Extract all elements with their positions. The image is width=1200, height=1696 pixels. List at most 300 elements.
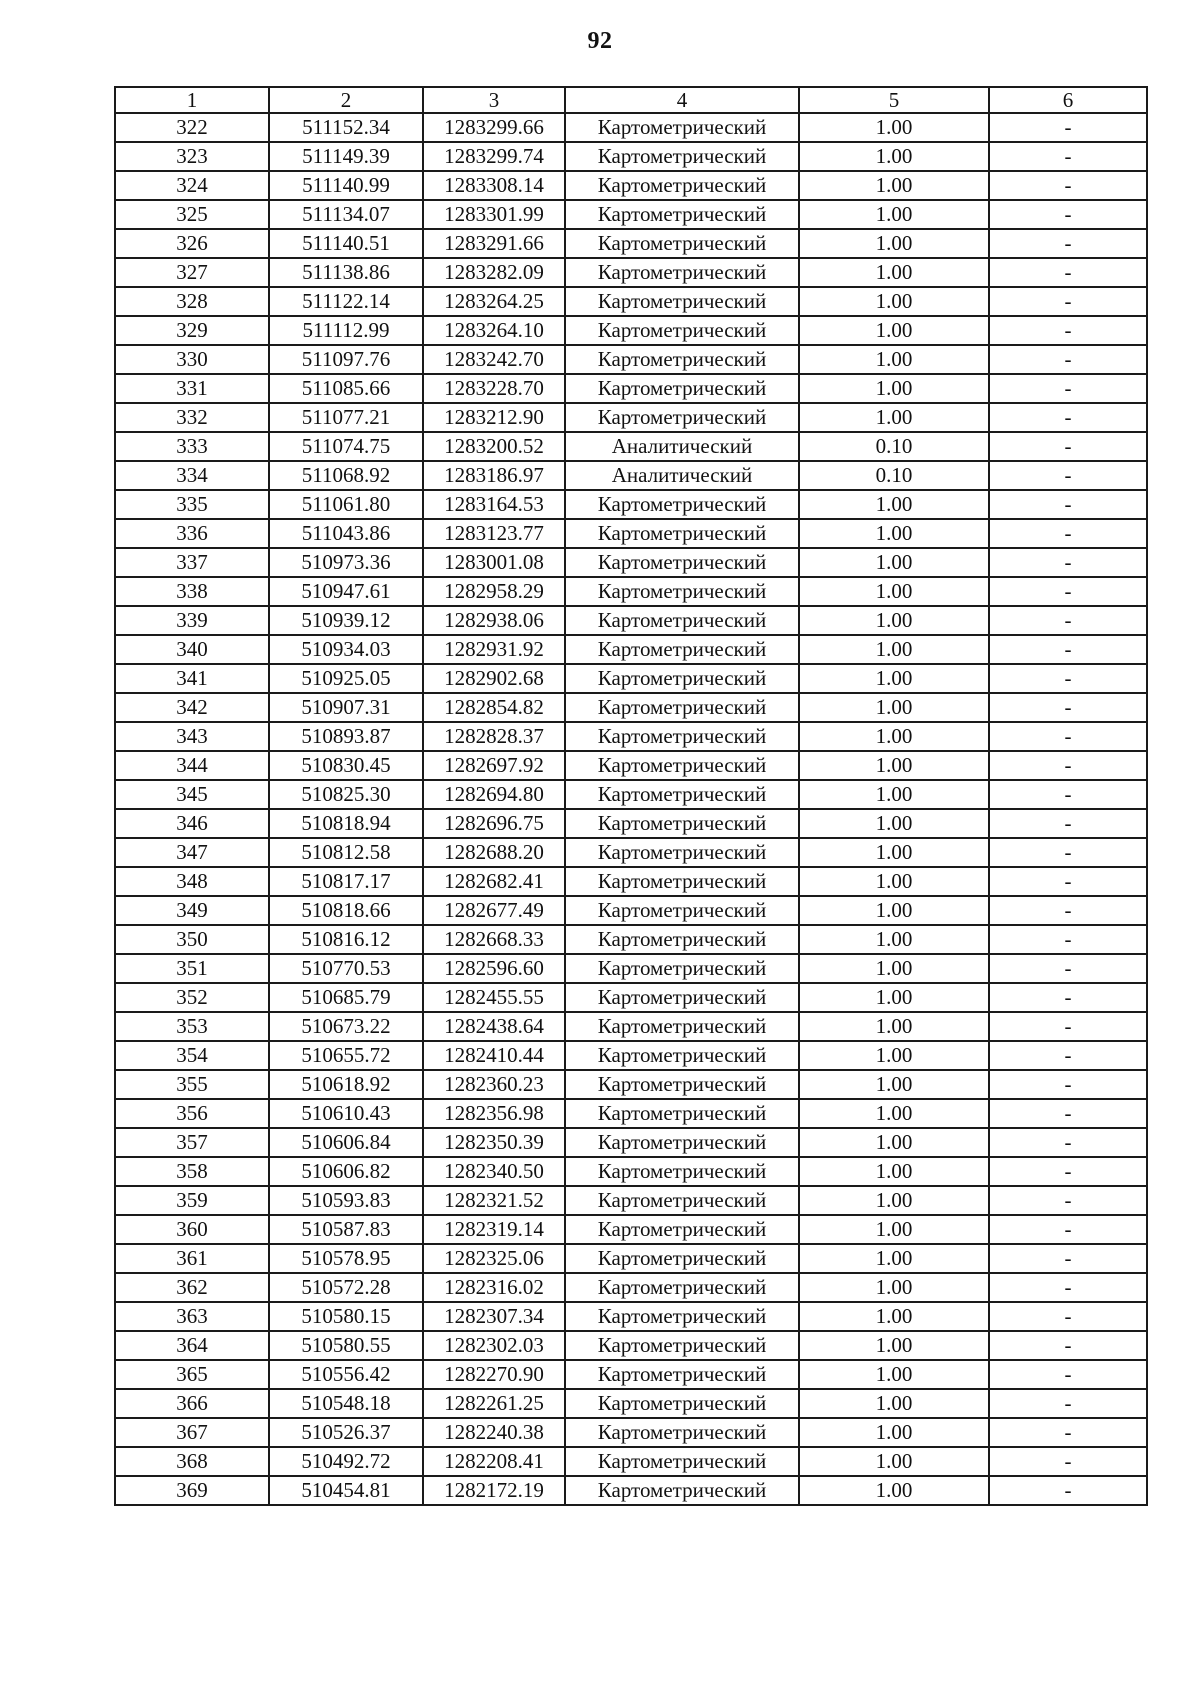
- cell-method: Картометрический: [565, 316, 799, 345]
- cell-y-coordinate: 1282688.20: [423, 838, 565, 867]
- cell-y-coordinate: 1283264.25: [423, 287, 565, 316]
- cell-x-coordinate: 510925.05: [269, 664, 423, 693]
- cell-method: Картометрический: [565, 1070, 799, 1099]
- cell-accuracy: 1.00: [799, 606, 989, 635]
- cell-method: Картометрический: [565, 171, 799, 200]
- cell-method: Картометрический: [565, 983, 799, 1012]
- table-row: [115, 287, 1147, 316]
- cell-description: -: [989, 403, 1147, 432]
- cell-method: Картометрический: [565, 867, 799, 896]
- cell-y-coordinate: 1282455.55: [423, 983, 565, 1012]
- cell-y-coordinate: 1282261.25: [423, 1389, 565, 1418]
- page-number: 92: [587, 28, 613, 54]
- table-row: [115, 171, 1147, 200]
- cell-point-number: 323: [115, 142, 269, 171]
- cell-method: Картометрический: [565, 751, 799, 780]
- cell-method: Картометрический: [565, 490, 799, 519]
- table-row: [115, 809, 1147, 838]
- cell-x-coordinate: 510673.22: [269, 1012, 423, 1041]
- cell-accuracy: 1.00: [799, 577, 989, 606]
- cell-description: -: [989, 1331, 1147, 1360]
- cell-y-coordinate: 1282697.92: [423, 751, 565, 780]
- cell-x-coordinate: 511061.80: [269, 490, 423, 519]
- table-row: [115, 635, 1147, 664]
- cell-y-coordinate: 1283001.08: [423, 548, 565, 577]
- cell-point-number: 348: [115, 867, 269, 896]
- cell-y-coordinate: 1282172.19: [423, 1476, 565, 1505]
- cell-description: -: [989, 1186, 1147, 1215]
- cell-accuracy: 1.00: [799, 809, 989, 838]
- table-row: [115, 374, 1147, 403]
- cell-description: -: [989, 577, 1147, 606]
- cell-y-coordinate: 1282668.33: [423, 925, 565, 954]
- cell-x-coordinate: 511152.34: [269, 113, 423, 142]
- cell-accuracy: 1.00: [799, 1389, 989, 1418]
- table-row: [115, 780, 1147, 809]
- cell-description: -: [989, 693, 1147, 722]
- cell-x-coordinate: 511149.39: [269, 142, 423, 171]
- cell-x-coordinate: 510818.66: [269, 896, 423, 925]
- cell-method: Картометрический: [565, 577, 799, 606]
- cell-method: Картометрический: [565, 229, 799, 258]
- cell-y-coordinate: 1283299.74: [423, 142, 565, 171]
- cell-point-number: 343: [115, 722, 269, 751]
- table-row: [115, 838, 1147, 867]
- cell-point-number: 352: [115, 983, 269, 1012]
- table-row: [115, 1099, 1147, 1128]
- cell-point-number: 337: [115, 548, 269, 577]
- table-header-row: [115, 87, 1147, 113]
- cell-description: -: [989, 142, 1147, 171]
- cell-method: Аналитический: [565, 432, 799, 461]
- cell-point-number: 332: [115, 403, 269, 432]
- cell-description: -: [989, 1273, 1147, 1302]
- table-row: [115, 113, 1147, 142]
- table-row: [115, 1273, 1147, 1302]
- cell-point-number: 353: [115, 1012, 269, 1041]
- cell-accuracy: 1.00: [799, 722, 989, 751]
- cell-y-coordinate: 1283301.99: [423, 200, 565, 229]
- cell-point-number: 354: [115, 1041, 269, 1070]
- table-row: [115, 432, 1147, 461]
- cell-y-coordinate: 1282325.06: [423, 1244, 565, 1273]
- cell-method: Картометрический: [565, 606, 799, 635]
- table-row: [115, 1012, 1147, 1041]
- cell-description: -: [989, 1360, 1147, 1389]
- table-row: [115, 954, 1147, 983]
- cell-method: Картометрический: [565, 1215, 799, 1244]
- table-row: [115, 1215, 1147, 1244]
- cell-accuracy: 1.00: [799, 664, 989, 693]
- cell-description: -: [989, 1012, 1147, 1041]
- table-row: [115, 1157, 1147, 1186]
- table-row: [115, 1418, 1147, 1447]
- cell-method: Картометрический: [565, 780, 799, 809]
- cell-point-number: 346: [115, 809, 269, 838]
- cell-y-coordinate: 1282360.23: [423, 1070, 565, 1099]
- cell-point-number: 355: [115, 1070, 269, 1099]
- table-row: [115, 200, 1147, 229]
- coordinates-table: [114, 86, 1148, 1506]
- cell-method: Картометрический: [565, 258, 799, 287]
- table-row: [115, 1331, 1147, 1360]
- cell-y-coordinate: 1283299.66: [423, 113, 565, 142]
- column-header-5: 5: [799, 87, 989, 113]
- cell-method: Картометрический: [565, 1331, 799, 1360]
- cell-accuracy: 1.00: [799, 113, 989, 142]
- cell-point-number: 324: [115, 171, 269, 200]
- table-row: [115, 577, 1147, 606]
- cell-description: -: [989, 1447, 1147, 1476]
- cell-description: -: [989, 287, 1147, 316]
- cell-point-number: 336: [115, 519, 269, 548]
- cell-description: -: [989, 635, 1147, 664]
- cell-accuracy: 1.00: [799, 751, 989, 780]
- cell-point-number: 359: [115, 1186, 269, 1215]
- cell-point-number: 356: [115, 1099, 269, 1128]
- cell-y-coordinate: 1283228.70: [423, 374, 565, 403]
- cell-x-coordinate: 511085.66: [269, 374, 423, 403]
- cell-description: -: [989, 751, 1147, 780]
- table-row: [115, 606, 1147, 635]
- cell-point-number: 328: [115, 287, 269, 316]
- table-row: [115, 142, 1147, 171]
- cell-accuracy: 1.00: [799, 316, 989, 345]
- cell-y-coordinate: 1282677.49: [423, 896, 565, 925]
- cell-point-number: 334: [115, 461, 269, 490]
- cell-method: Картометрический: [565, 1186, 799, 1215]
- cell-method: Картометрический: [565, 1360, 799, 1389]
- column-header-4: 4: [565, 87, 799, 113]
- cell-method: Картометрический: [565, 1244, 799, 1273]
- cell-point-number: 327: [115, 258, 269, 287]
- cell-description: -: [989, 867, 1147, 896]
- cell-accuracy: 1.00: [799, 1128, 989, 1157]
- cell-point-number: 365: [115, 1360, 269, 1389]
- cell-accuracy: 1.00: [799, 867, 989, 896]
- cell-y-coordinate: 1282321.52: [423, 1186, 565, 1215]
- cell-description: -: [989, 490, 1147, 519]
- cell-x-coordinate: 511134.07: [269, 200, 423, 229]
- cell-description: -: [989, 1215, 1147, 1244]
- cell-point-number: 345: [115, 780, 269, 809]
- cell-x-coordinate: 511138.86: [269, 258, 423, 287]
- cell-accuracy: 1.00: [799, 1157, 989, 1186]
- cell-x-coordinate: 511068.92: [269, 461, 423, 490]
- cell-method: Картометрический: [565, 345, 799, 374]
- cell-description: -: [989, 200, 1147, 229]
- cell-point-number: 350: [115, 925, 269, 954]
- table-row: [115, 345, 1147, 374]
- cell-y-coordinate: 1282694.80: [423, 780, 565, 809]
- cell-method: Картометрический: [565, 1012, 799, 1041]
- cell-y-coordinate: 1283308.14: [423, 171, 565, 200]
- cell-accuracy: 1.00: [799, 983, 989, 1012]
- cell-x-coordinate: 510812.58: [269, 838, 423, 867]
- cell-x-coordinate: 510580.15: [269, 1302, 423, 1331]
- table-row: [115, 751, 1147, 780]
- cell-method: Картометрический: [565, 954, 799, 983]
- cell-method: Картометрический: [565, 1157, 799, 1186]
- table-row: [115, 1302, 1147, 1331]
- cell-y-coordinate: 1282938.06: [423, 606, 565, 635]
- table-row: [115, 867, 1147, 896]
- cell-method: Картометрический: [565, 809, 799, 838]
- cell-x-coordinate: 510830.45: [269, 751, 423, 780]
- table-row: [115, 229, 1147, 258]
- cell-x-coordinate: 510818.94: [269, 809, 423, 838]
- cell-point-number: 342: [115, 693, 269, 722]
- cell-y-coordinate: 1282682.41: [423, 867, 565, 896]
- table-row: [115, 1476, 1147, 1505]
- cell-x-coordinate: 510610.43: [269, 1099, 423, 1128]
- cell-method: Картометрический: [565, 838, 799, 867]
- cell-accuracy: 1.00: [799, 838, 989, 867]
- cell-point-number: 358: [115, 1157, 269, 1186]
- cell-method: Картометрический: [565, 896, 799, 925]
- cell-x-coordinate: 510556.42: [269, 1360, 423, 1389]
- cell-y-coordinate: 1283200.52: [423, 432, 565, 461]
- cell-accuracy: 1.00: [799, 200, 989, 229]
- table-row: [115, 1186, 1147, 1215]
- cell-method: Картометрический: [565, 374, 799, 403]
- cell-y-coordinate: 1282307.34: [423, 1302, 565, 1331]
- cell-method: Картометрический: [565, 693, 799, 722]
- cell-accuracy: 1.00: [799, 519, 989, 548]
- cell-method: Картометрический: [565, 519, 799, 548]
- table-row: [115, 1360, 1147, 1389]
- table-row: [115, 693, 1147, 722]
- cell-description: -: [989, 113, 1147, 142]
- cell-description: -: [989, 664, 1147, 693]
- table-row: [115, 461, 1147, 490]
- cell-method: Картометрический: [565, 1476, 799, 1505]
- cell-point-number: 325: [115, 200, 269, 229]
- cell-method: Картометрический: [565, 1273, 799, 1302]
- cell-y-coordinate: 1282958.29: [423, 577, 565, 606]
- cell-y-coordinate: 1282696.75: [423, 809, 565, 838]
- cell-description: -: [989, 258, 1147, 287]
- cell-x-coordinate: 510939.12: [269, 606, 423, 635]
- cell-x-coordinate: 510492.72: [269, 1447, 423, 1476]
- cell-x-coordinate: 511122.14: [269, 287, 423, 316]
- cell-method: Картометрический: [565, 200, 799, 229]
- cell-x-coordinate: 511077.21: [269, 403, 423, 432]
- column-header-2: 2: [269, 87, 423, 113]
- cell-y-coordinate: 1282316.02: [423, 1273, 565, 1302]
- cell-description: -: [989, 983, 1147, 1012]
- cell-y-coordinate: 1282828.37: [423, 722, 565, 751]
- cell-accuracy: 1.00: [799, 142, 989, 171]
- cell-y-coordinate: 1282340.50: [423, 1157, 565, 1186]
- cell-description: -: [989, 1099, 1147, 1128]
- cell-x-coordinate: 510685.79: [269, 983, 423, 1012]
- cell-method: Картометрический: [565, 722, 799, 751]
- cell-method: Картометрический: [565, 548, 799, 577]
- cell-accuracy: 1.00: [799, 171, 989, 200]
- cell-accuracy: 1.00: [799, 693, 989, 722]
- cell-x-coordinate: 510593.83: [269, 1186, 423, 1215]
- table-row: [115, 664, 1147, 693]
- table-row: [115, 1041, 1147, 1070]
- cell-x-coordinate: 510934.03: [269, 635, 423, 664]
- cell-accuracy: 1.00: [799, 954, 989, 983]
- cell-accuracy: 0.10: [799, 432, 989, 461]
- cell-accuracy: 1.00: [799, 896, 989, 925]
- cell-y-coordinate: 1282410.44: [423, 1041, 565, 1070]
- cell-x-coordinate: 510947.61: [269, 577, 423, 606]
- cell-point-number: 367: [115, 1418, 269, 1447]
- cell-point-number: 366: [115, 1389, 269, 1418]
- cell-method: Картометрический: [565, 1041, 799, 1070]
- cell-method: Картометрический: [565, 1389, 799, 1418]
- cell-x-coordinate: 510825.30: [269, 780, 423, 809]
- table-row: [115, 1244, 1147, 1273]
- cell-description: -: [989, 780, 1147, 809]
- table-row: [115, 722, 1147, 751]
- cell-point-number: 340: [115, 635, 269, 664]
- table-row: [115, 1128, 1147, 1157]
- cell-x-coordinate: 510526.37: [269, 1418, 423, 1447]
- cell-description: -: [989, 1070, 1147, 1099]
- table-row: [115, 490, 1147, 519]
- cell-accuracy: 1.00: [799, 1070, 989, 1099]
- cell-method: Картометрический: [565, 1099, 799, 1128]
- cell-y-coordinate: 1282302.03: [423, 1331, 565, 1360]
- cell-point-number: 329: [115, 316, 269, 345]
- cell-method: Картометрический: [565, 925, 799, 954]
- cell-y-coordinate: 1282596.60: [423, 954, 565, 983]
- table-row: [115, 925, 1147, 954]
- cell-description: -: [989, 229, 1147, 258]
- cell-y-coordinate: 1283212.90: [423, 403, 565, 432]
- cell-description: -: [989, 722, 1147, 751]
- cell-description: -: [989, 316, 1147, 345]
- table-row: [115, 258, 1147, 287]
- cell-method: Картометрический: [565, 1302, 799, 1331]
- cell-method: Картометрический: [565, 403, 799, 432]
- cell-x-coordinate: 510907.31: [269, 693, 423, 722]
- cell-y-coordinate: 1283123.77: [423, 519, 565, 548]
- cell-x-coordinate: 511043.86: [269, 519, 423, 548]
- cell-x-coordinate: 510587.83: [269, 1215, 423, 1244]
- cell-accuracy: 1.00: [799, 1215, 989, 1244]
- cell-description: -: [989, 954, 1147, 983]
- cell-accuracy: 1.00: [799, 403, 989, 432]
- table-row: [115, 1070, 1147, 1099]
- table-row: [115, 896, 1147, 925]
- column-header-3: 3: [423, 87, 565, 113]
- cell-description: -: [989, 809, 1147, 838]
- cell-point-number: 351: [115, 954, 269, 983]
- cell-x-coordinate: 511097.76: [269, 345, 423, 374]
- cell-method: Картометрический: [565, 664, 799, 693]
- cell-point-number: 341: [115, 664, 269, 693]
- cell-x-coordinate: 511140.51: [269, 229, 423, 258]
- cell-point-number: 364: [115, 1331, 269, 1360]
- table-row: [115, 983, 1147, 1012]
- table-row: [115, 1389, 1147, 1418]
- cell-accuracy: 1.00: [799, 1186, 989, 1215]
- cell-description: -: [989, 374, 1147, 403]
- cell-x-coordinate: 510454.81: [269, 1476, 423, 1505]
- table-row: [115, 316, 1147, 345]
- cell-accuracy: 1.00: [799, 548, 989, 577]
- cell-y-coordinate: 1283264.10: [423, 316, 565, 345]
- cell-y-coordinate: 1282350.39: [423, 1128, 565, 1157]
- cell-point-number: 330: [115, 345, 269, 374]
- cell-accuracy: 1.00: [799, 1447, 989, 1476]
- cell-x-coordinate: 510618.92: [269, 1070, 423, 1099]
- cell-point-number: 369: [115, 1476, 269, 1505]
- cell-point-number: 338: [115, 577, 269, 606]
- cell-description: -: [989, 1157, 1147, 1186]
- cell-method: Картометрический: [565, 1418, 799, 1447]
- cell-accuracy: 1.00: [799, 258, 989, 287]
- cell-description: -: [989, 1476, 1147, 1505]
- cell-y-coordinate: 1283186.97: [423, 461, 565, 490]
- cell-accuracy: 1.00: [799, 635, 989, 664]
- cell-description: -: [989, 1244, 1147, 1273]
- cell-description: -: [989, 461, 1147, 490]
- cell-point-number: 322: [115, 113, 269, 142]
- cell-accuracy: 1.00: [799, 780, 989, 809]
- cell-accuracy: 1.00: [799, 287, 989, 316]
- cell-method: Картометрический: [565, 635, 799, 664]
- cell-x-coordinate: 511074.75: [269, 432, 423, 461]
- cell-method: Аналитический: [565, 461, 799, 490]
- cell-method: Картометрический: [565, 113, 799, 142]
- cell-x-coordinate: 510580.55: [269, 1331, 423, 1360]
- cell-y-coordinate: 1282902.68: [423, 664, 565, 693]
- cell-y-coordinate: 1282270.90: [423, 1360, 565, 1389]
- cell-description: -: [989, 1041, 1147, 1070]
- cell-description: -: [989, 896, 1147, 925]
- cell-accuracy: 1.00: [799, 229, 989, 258]
- cell-x-coordinate: 510572.28: [269, 1273, 423, 1302]
- cell-description: -: [989, 432, 1147, 461]
- cell-accuracy: 1.00: [799, 345, 989, 374]
- cell-y-coordinate: 1282931.92: [423, 635, 565, 664]
- column-header-1: 1: [115, 87, 269, 113]
- cell-x-coordinate: 510548.18: [269, 1389, 423, 1418]
- cell-x-coordinate: 510816.12: [269, 925, 423, 954]
- cell-method: Картометрический: [565, 142, 799, 171]
- cell-y-coordinate: 1282438.64: [423, 1012, 565, 1041]
- cell-description: -: [989, 1418, 1147, 1447]
- cell-point-number: 363: [115, 1302, 269, 1331]
- cell-y-coordinate: 1282240.38: [423, 1418, 565, 1447]
- table-row: [115, 519, 1147, 548]
- cell-accuracy: 1.00: [799, 1331, 989, 1360]
- cell-accuracy: 1.00: [799, 1476, 989, 1505]
- column-header-6: 6: [989, 87, 1147, 113]
- cell-y-coordinate: 1283242.70: [423, 345, 565, 374]
- cell-description: -: [989, 606, 1147, 635]
- cell-point-number: 339: [115, 606, 269, 635]
- cell-x-coordinate: 511140.99: [269, 171, 423, 200]
- cell-accuracy: 1.00: [799, 1244, 989, 1273]
- cell-accuracy: 1.00: [799, 1012, 989, 1041]
- cell-x-coordinate: 510817.17: [269, 867, 423, 896]
- cell-accuracy: 1.00: [799, 1360, 989, 1389]
- cell-point-number: 349: [115, 896, 269, 925]
- cell-point-number: 331: [115, 374, 269, 403]
- cell-y-coordinate: 1283282.09: [423, 258, 565, 287]
- table-body: [115, 113, 1147, 1505]
- cell-point-number: 335: [115, 490, 269, 519]
- cell-accuracy: 1.00: [799, 374, 989, 403]
